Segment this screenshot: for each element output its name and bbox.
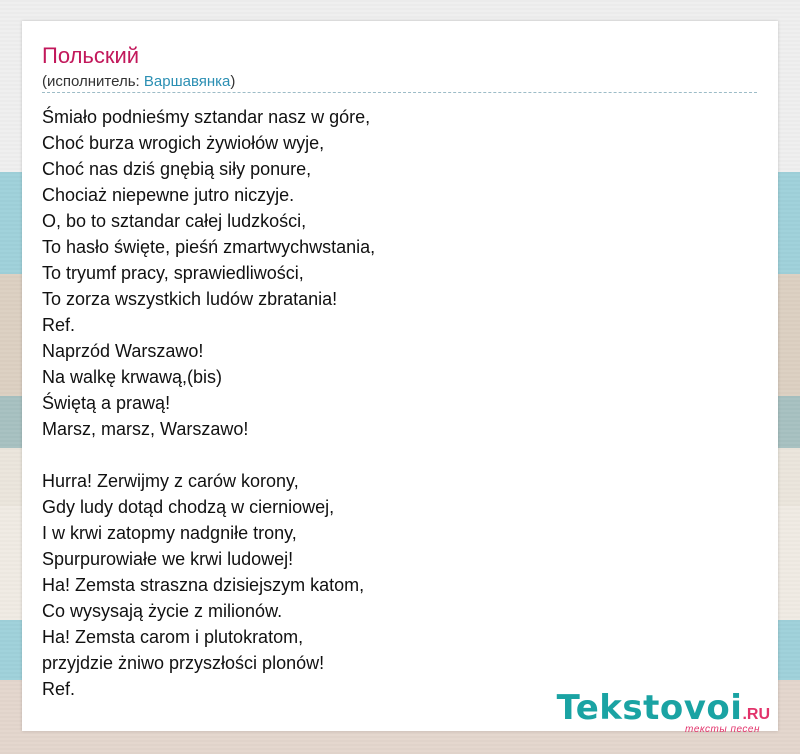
lyric-line: Na walkę krwawą,(bis) <box>42 367 223 387</box>
lyric-line: przyjdzie żniwo przyszłości plonów! <box>42 653 325 673</box>
lyric-line: Naprzód Warszawo! <box>42 341 204 361</box>
lyric-line: Ref. <box>42 679 76 699</box>
stanza-break <box>42 442 742 468</box>
lyric-line: I w krwi zatopmy nadgniłe trony, <box>42 523 297 543</box>
artist-prefix: (исполнитель: <box>42 73 144 90</box>
lyric-line: To tryumf pracy, sprawiedliwości, <box>42 263 304 283</box>
lyric-line: Ref. <box>42 315 76 335</box>
lyric-line: To zorza wszystkich ludów zbratania! <box>42 289 338 309</box>
lyric-line: Świętą a prawą! <box>42 393 171 413</box>
page-title: Польский <box>42 43 140 68</box>
lyrics-card <box>22 21 778 731</box>
lyric-line: Ha! Zemsta carom i plutokratom, <box>42 627 304 647</box>
lyric-line: Marsz, marsz, Warszawo! <box>42 419 249 439</box>
site-logo[interactable] <box>557 688 770 728</box>
lyric-line: Śmiało podnieśmy sztandar nasz w góre, <box>42 107 371 127</box>
lyric-line: Choć nas dziś gnębią siły ponure, <box>42 159 312 179</box>
artist-line <box>42 73 235 90</box>
lyric-line: Co wysysają życie z milionów. <box>42 601 283 621</box>
logo-name: Tekstovoi <box>556 688 743 728</box>
logo-tagline: тексты песен <box>685 724 760 735</box>
lyric-line: To hasło święte, pieśń zmartwychwstania, <box>42 237 376 257</box>
lyric-line: Spurpurowiałe we krwi ludowej! <box>42 549 294 569</box>
lyric-line: Choć burza wrogich żywiołów wyje, <box>42 133 325 153</box>
artist-suffix: ) <box>230 73 236 90</box>
logo-tld: .RU <box>742 706 770 723</box>
lyric-line: O, bo to sztandar całej ludzkości, <box>42 211 307 231</box>
lyric-line: Chociaż niepewne jutro niczyje. <box>42 185 295 205</box>
lyric-line: Ha! Zemsta straszna dzisiejszym katom, <box>42 575 365 595</box>
lyrics-body <box>42 104 742 702</box>
lyric-line: Hurra! Zerwijmy z carów korony, <box>42 471 299 491</box>
lyric-line: Gdy ludy dotąd chodzą w cierniowej, <box>42 497 335 517</box>
artist-link[interactable]: Варшавянка <box>143 73 231 90</box>
divider <box>42 92 757 93</box>
